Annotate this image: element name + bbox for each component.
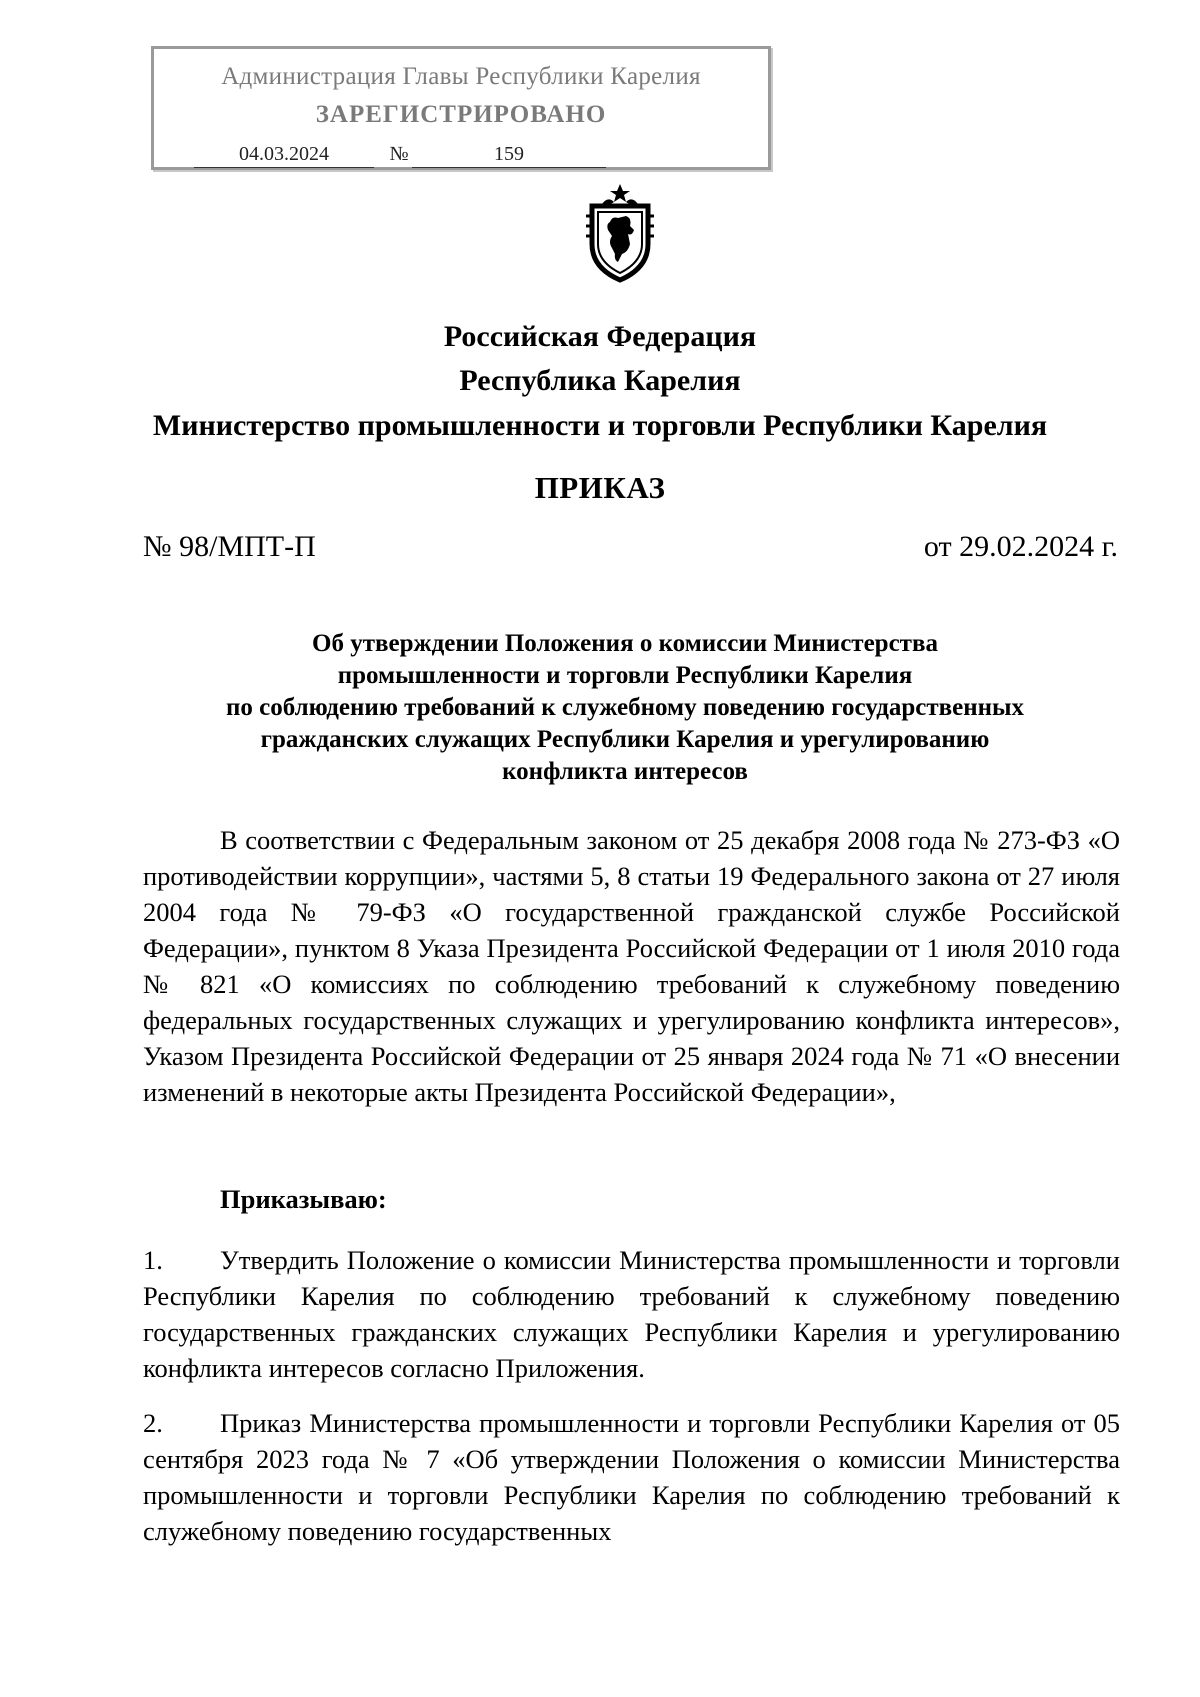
stamp-date: 04.03.2024 xyxy=(194,143,374,168)
subject-line: промышленности и торговли Республики Карелия xyxy=(337,662,913,689)
ministry-heading: Министерство промышленности и торговли Республики Карелия xyxy=(152,409,1048,442)
subject-line: Об утверждении Положения о комиссии Министерства xyxy=(312,630,938,657)
order-subject xyxy=(150,628,1100,788)
order-item xyxy=(143,1405,1120,1549)
preamble-paragraph: В соответствии с Федеральным законом от 25 декабря 2008 года № 273-ФЗ «О противодействии коррупции», частями 5, 8 статьи 19 Федерального закона от 27 июля 2004 года № 79-ФЗ «О государственной гражданской службе Российской Федерации», пунктом 8 Указа Президента Российской Федерации от 1 июля 2010 года № 821 «О комиссиях по соблюдению требований к служебному поведению федеральных государственных служащих и урегулированию конфликта интересов», Указом Президента Российской Федерации от 25 января 2024 года № 71 «О внесении изменений в некоторые акты Президента Российской Федерации», xyxy=(143,825,1120,1107)
stamp-number: 159 xyxy=(412,143,606,168)
item-text: Приказ Министерства промышленности и торговли Республики Карелия от 05 сентября 2023 года № 7 «Об утверждении Положения о комиссии Министерства промышленности и торговли Республики Карелия по соблюдению требований к служебному поведению государственных xyxy=(143,1408,1120,1546)
coat-of-arms-icon xyxy=(582,182,658,284)
order-date: от 29.02.2024 г. xyxy=(923,530,1118,563)
order-number: № 98/МПТ-П xyxy=(143,530,316,563)
stamp-number-label: № xyxy=(389,143,409,165)
subject-line: гражданских служащих Республики Карелия и урегулированию xyxy=(260,726,990,753)
subject-line: конфликта интересов xyxy=(502,758,748,785)
decree-heading: Приказываю: xyxy=(220,1184,387,1214)
country-heading: Российская Федерация xyxy=(443,320,757,353)
order-item xyxy=(143,1242,1120,1386)
item-number: 1. xyxy=(143,1245,163,1275)
item-text: Утвердить Положение о комиссии Министерства промышленности и торговли Республики Карелия по соблюдению требований к служебному поведению государственных гражданских служащих Республики Карелия и урегулированию конфликта интересов согласно Приложения. xyxy=(143,1245,1120,1383)
republic-heading: Республика Карелия xyxy=(459,364,741,397)
subject-line: по соблюдению требований к служебному поведению государственных xyxy=(225,694,1025,721)
registration-stamp xyxy=(151,46,771,170)
document-type-title: ПРИКАЗ xyxy=(534,470,666,505)
item-number: 2. xyxy=(143,1408,163,1438)
stamp-organization: Администрация Главы Республики Карелия xyxy=(221,63,701,90)
stamp-status: ЗАРЕГИСТРИРОВАНО xyxy=(315,101,607,128)
